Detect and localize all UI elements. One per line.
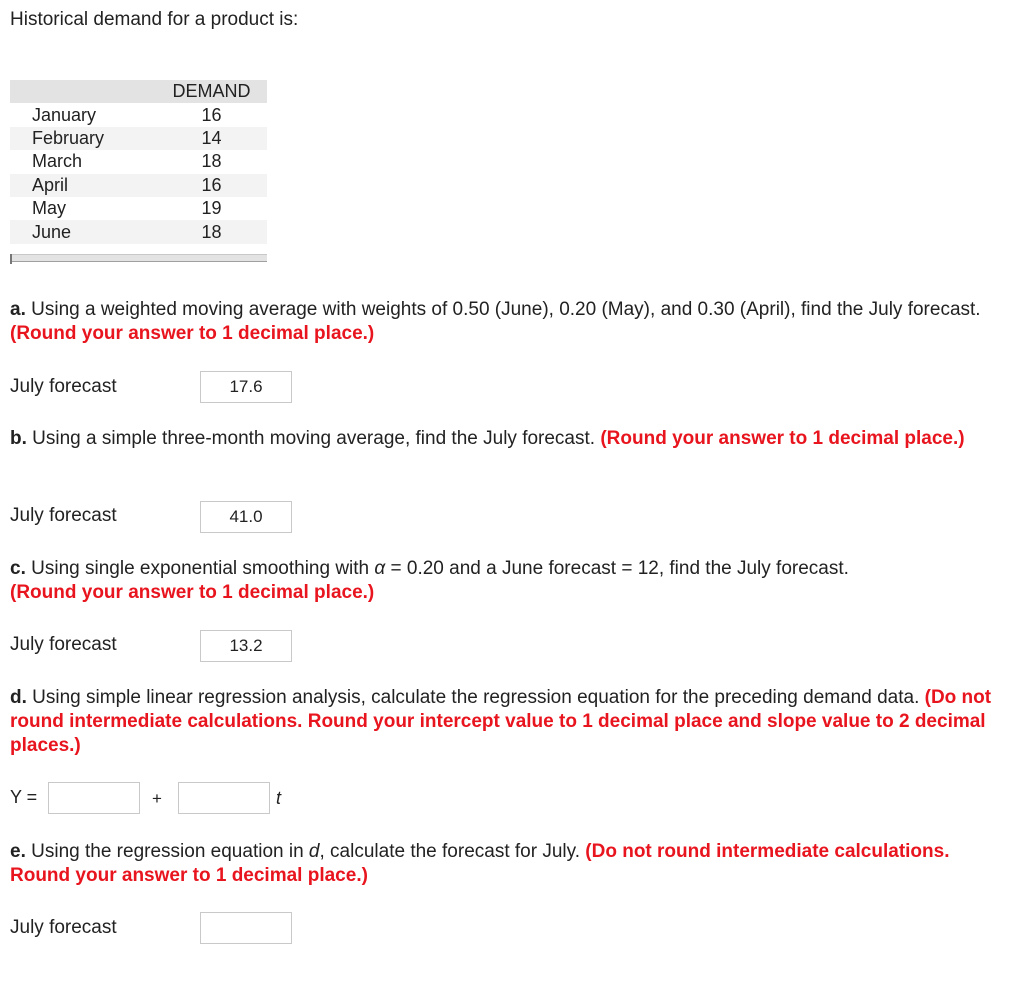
- question-letter: c.: [10, 558, 26, 579]
- intercept-input[interactable]: [48, 782, 140, 814]
- table-row: [10, 220, 267, 243]
- d-reference: d: [308, 841, 320, 862]
- question-e: [10, 840, 1010, 888]
- table-header-row: [10, 80, 267, 103]
- demand-column-header: DEMAND: [156, 80, 267, 103]
- answer-input-b[interactable]: [200, 501, 292, 533]
- month-cell: February: [10, 127, 156, 150]
- answer-label-a: July forecast: [10, 376, 117, 397]
- demand-cell: 16: [201, 104, 222, 125]
- question-text: = 0.20 and a June forecast = 12, find the July forecast.: [385, 558, 849, 579]
- rounding-note: (Round your answer to 1 decimal place.): [600, 428, 965, 449]
- demand-cell: 18: [201, 151, 222, 172]
- question-text: Using single exponential smoothing with: [25, 558, 375, 579]
- demand-cell: 18: [156, 220, 267, 243]
- demand-cell: 19: [201, 198, 222, 219]
- question-b: [10, 427, 1010, 451]
- question-d: [10, 686, 1010, 758]
- month-cell: May: [32, 198, 67, 219]
- answer-label-c: July forecast: [10, 634, 117, 655]
- answer-input-c[interactable]: [200, 630, 292, 662]
- table-row: [10, 127, 267, 150]
- question-letter: d.: [10, 687, 27, 708]
- intro-text: Historical demand for a product is:: [10, 9, 299, 30]
- month-cell: January: [32, 104, 97, 125]
- answer-label-e: July forecast: [10, 917, 117, 938]
- answer-input-a[interactable]: [200, 371, 292, 403]
- question-a: [10, 298, 1010, 346]
- answer-input-e[interactable]: [200, 912, 292, 944]
- month-column-header: [10, 80, 156, 103]
- table-row: [10, 150, 267, 173]
- rounding-note: (Round your answer to 1 decimal place.): [10, 323, 375, 344]
- question-letter: b.: [10, 428, 27, 449]
- demand-cell: 14: [156, 127, 267, 150]
- question-text: Using a simple three-month moving average, find the July forecast.: [26, 428, 601, 449]
- alpha-symbol: α: [374, 558, 386, 579]
- answer-label-b: July forecast: [10, 505, 117, 526]
- rounding-note: (Round your answer to 1 decimal place.): [10, 582, 375, 603]
- table-footer-bar: [10, 254, 267, 262]
- demand-table: [10, 80, 267, 244]
- rounding-note: (Do not round intermediate calculations. Round your intercept value to 1 decimal place and slope value to 2 decimal places.): [10, 687, 992, 756]
- demand-cell: 16: [156, 174, 267, 197]
- question-letter: a.: [10, 299, 26, 320]
- month-cell: April: [10, 174, 156, 197]
- question-c: [10, 557, 1010, 605]
- table-row: [10, 103, 267, 126]
- table-row: [10, 174, 267, 197]
- question-letter: e.: [10, 841, 26, 862]
- month-cell: June: [10, 220, 156, 243]
- question-text: Using the regression equation in: [25, 841, 309, 862]
- slope-input[interactable]: [178, 782, 270, 814]
- question-text: Using a weighted moving average with weights of 0.50 (June), 0.20 (May), and 0.30 (April), find the July forecast.: [25, 299, 981, 320]
- question-text: Using simple linear regression analysis, calculate the regression equation for the preceding demand data.: [26, 687, 925, 708]
- table-row: [10, 197, 267, 220]
- question-text: , calculate the forecast for July.: [319, 841, 586, 862]
- rounding-note: (Do not round intermediate calculations. Round your answer to 1 decimal place.): [10, 841, 950, 886]
- plus-sign: +: [152, 789, 162, 808]
- t-variable: t: [276, 788, 282, 808]
- month-cell: March: [32, 151, 83, 172]
- table-footer-tick: [10, 254, 12, 264]
- equation-y-label: Y =: [10, 787, 38, 807]
